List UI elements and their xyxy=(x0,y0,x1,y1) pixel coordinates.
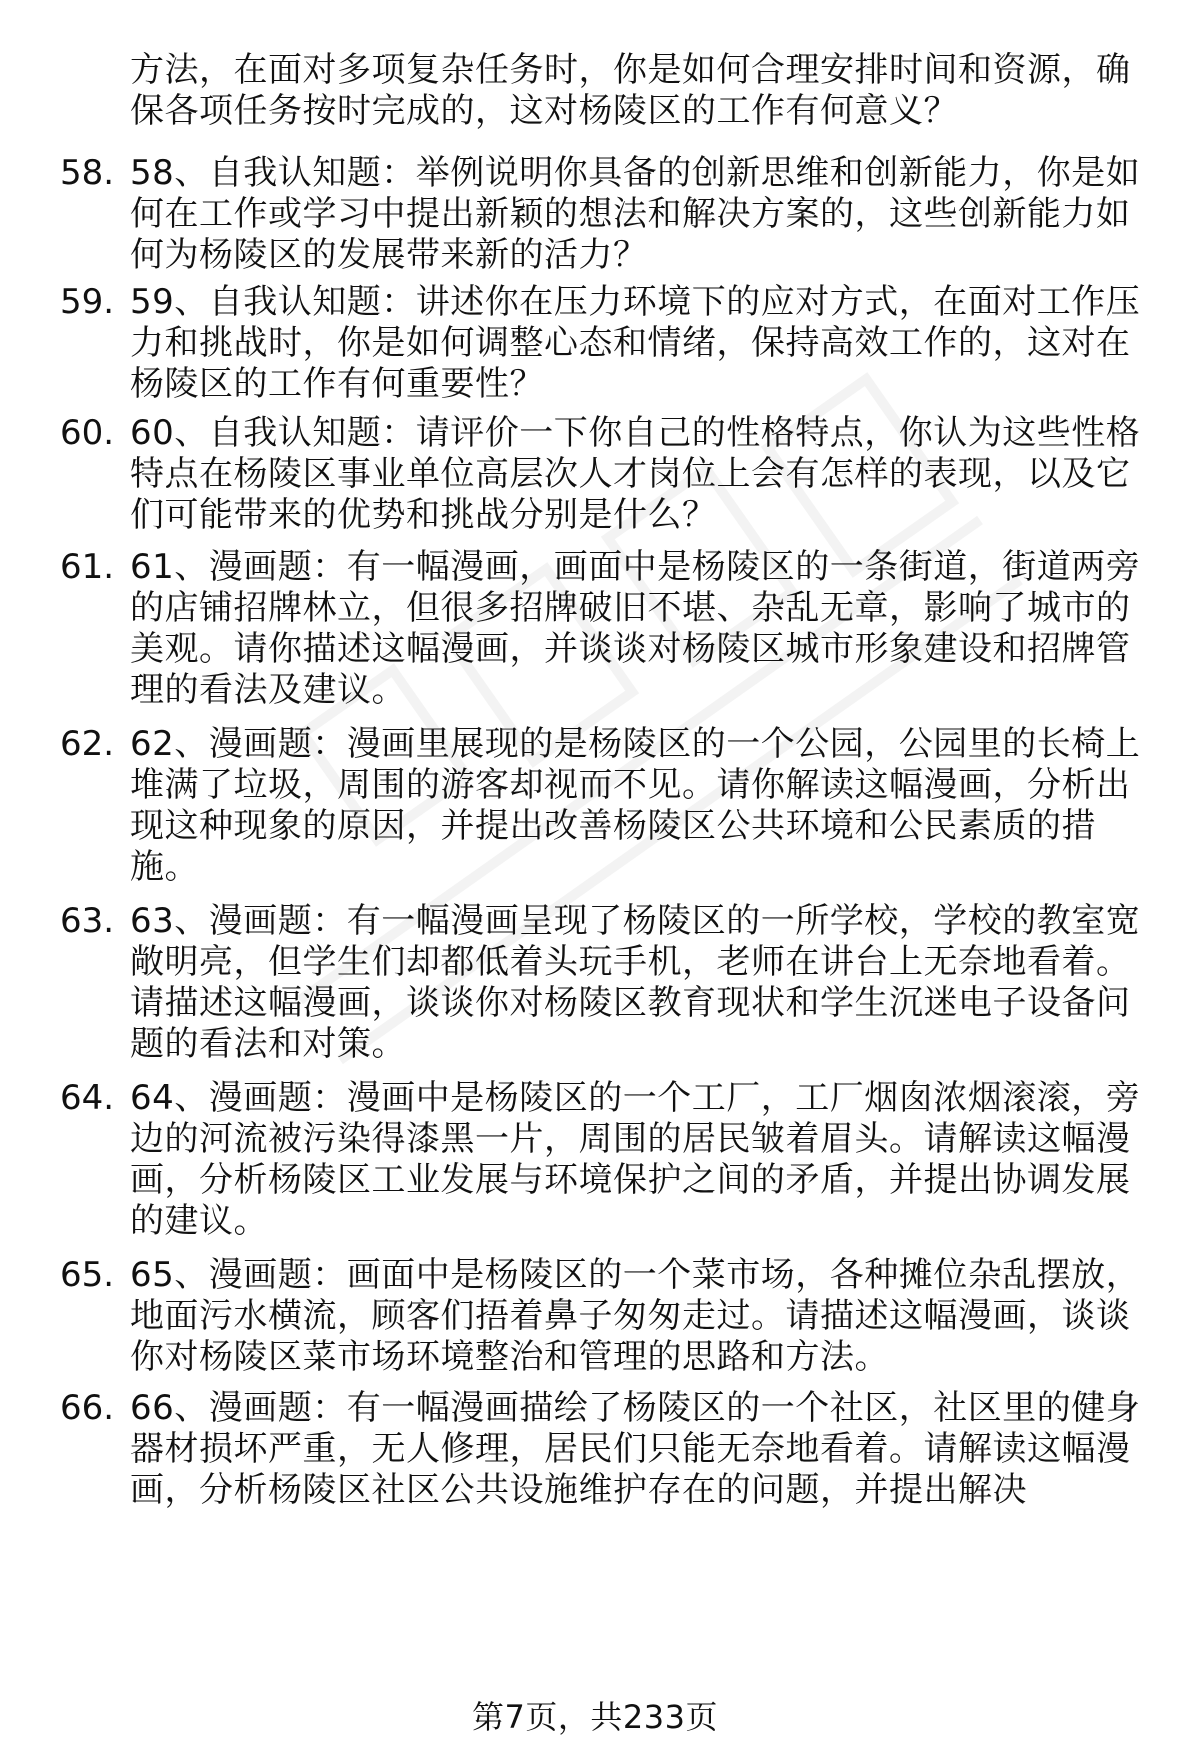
continuation-paragraph: 方法，在面对多项复杂任务时，你是如何合理安排时间和资源，确保各项任务按时完成的，这对杨陵区的工作有何意义？ xyxy=(130,50,1131,131)
question-number: 58. xyxy=(60,153,115,193)
question-text: 66、漫画题：有一幅漫画描绘了杨陵区的一个社区，社区里的健身器材损坏严重，无人修理，居民们只能无奈地看着。请解读这幅漫画，分析杨陵区社区公共设施维护存在的问题，并提出解决 xyxy=(130,1388,1141,1510)
question-number: 66. xyxy=(60,1388,115,1428)
question-text: 63、漫画题：有一幅漫画呈现了杨陵区的一所学校，学校的教室宽敞明亮，但学生们却都低着头玩手机，老师在讲台上无奈地看着。请描述这幅漫画，谈谈你对杨陵区教育现状和学生沉迷电子设备问题的看法和对策。 xyxy=(130,901,1141,1064)
question-number: 60. xyxy=(60,413,115,453)
question-text: 64、漫画题：漫画中是杨陵区的一个工厂，工厂烟囱浓烟滚滚，旁边的河流被污染得漆黑一片，周围的居民皱着眉头。请解读这幅漫画，分析杨陵区工业发展与环境保护之间的矛盾，并提出协调发展的建议。 xyxy=(130,1078,1141,1241)
page-footer: 第7页，共233页 xyxy=(472,1698,718,1736)
question-text: 59、自我认知题：讲述你在压力环境下的应对方式，在面对工作压力和挑战时，你是如何调整心态和情绪，保持高效工作的，这对在杨陵区的工作有何重要性？ xyxy=(130,282,1141,404)
question-number: 61. xyxy=(60,547,115,587)
question-text: 58、自我认知题：举例说明你具备的创新思维和创新能力，你是如何在工作或学习中提出新颖的想法和解决方案的，这些创新能力如何为杨陵区的发展带来新的活力？ xyxy=(130,153,1141,275)
question-number: 65. xyxy=(60,1255,115,1295)
question-number: 62. xyxy=(60,724,115,764)
question-number: 64. xyxy=(60,1078,115,1118)
question-text: 62、漫画题：漫画里展现的是杨陵区的一个公园，公园里的长椅上堆满了垃圾，周围的游客却视而不见。请你解读这幅漫画，分析出现这种现象的原因，并提出改善杨陵区公共环境和公民素质的措施。 xyxy=(130,724,1141,887)
question-text: 60、自我认知题：请评价一下你自己的性格特点，你认为这些性格特点在杨陵区事业单位高层次人才岗位上会有怎样的表现，以及它们可能带来的优势和挑战分别是什么？ xyxy=(130,413,1141,535)
question-number: 59. xyxy=(60,282,115,322)
question-text: 65、漫画题：画面中是杨陵区的一个菜市场，各种摊位杂乱摆放，地面污水横流，顾客们捂着鼻子匆匆走过。请描述这幅漫画，谈谈你对杨陵区菜市场环境整治和管理的思路和方法。 xyxy=(130,1255,1141,1377)
question-number: 63. xyxy=(60,901,115,941)
question-text: 61、漫画题：有一幅漫画，画面中是杨陵区的一条街道，街道两旁的店铺招牌林立，但很多招牌破旧不堪、杂乱无章，影响了城市的美观。请你描述这幅漫画，并谈谈对杨陵区城市形象建设和招牌管理的看法及建议。 xyxy=(130,547,1141,710)
